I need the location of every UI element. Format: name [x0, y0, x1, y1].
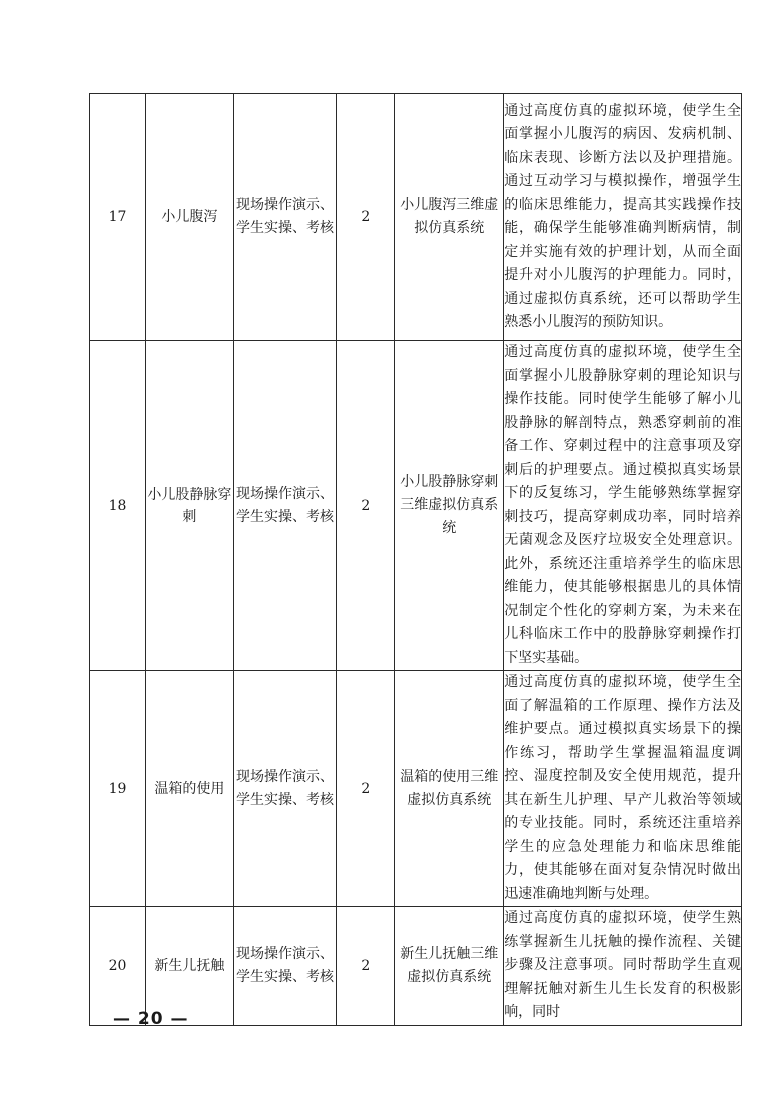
- row-number: 20: [90, 907, 146, 1026]
- row-number: 17: [90, 94, 146, 341]
- course-name: 小儿股静脉穿刺: [146, 341, 234, 671]
- course-name: 温箱的使用: [146, 671, 234, 907]
- class-hours: 2: [337, 907, 395, 1026]
- class-hours: 2: [337, 94, 395, 341]
- table-row: [90, 94, 742, 341]
- teaching-method: 现场操作演示、学生实操、考核: [233, 94, 337, 341]
- table-row: [90, 671, 742, 907]
- teaching-method: 现场操作演示、学生实操、考核: [233, 907, 337, 1026]
- page-number: — 20 —: [113, 1009, 189, 1029]
- course-description: 通过高度仿真的虚拟环境，使学生全面掌握小儿腹泻的病因、发病机制、临床表现、诊断方法以及护理措施。通过互动学习与模拟操作，增强学生的临床思维能力，提高其实践操作技能，确保学生能够准确判断病情，制定并实施有效的护理计划，从而全面提升对小儿腹泻的护理能力。同时，通过虚拟仿真系统，还可以帮助学生熟悉小儿腹泻的预防知识。: [504, 94, 742, 341]
- row-number: 18: [90, 341, 146, 671]
- course-table: [89, 93, 742, 1026]
- course-description: 通过高度仿真的虚拟环境，使学生全面了解温箱的工作原理、操作方法及维护要点。通过模拟真实场景下的操作练习，帮助学生掌握温箱温度调控、湿度控制及安全使用规范，提升其在新生儿护理、早产儿救治等领域的专业技能。同时，系统还注重培养学生的应急处理能力和临床思维能力，使其能够在面对复杂情况时做出迅速准确地判断与处理。: [504, 671, 742, 907]
- class-hours: 2: [337, 341, 395, 671]
- course-name: 小儿腹泻: [146, 94, 234, 341]
- course-description: 通过高度仿真的虚拟环境，使学生熟练掌握新生儿抚触的操作流程、关键步骤及注意事项。同时帮助学生直观理解抚触对新生儿生长发育的积极影响，同时: [504, 907, 742, 1026]
- teaching-method: 现场操作演示、学生实操、考核: [233, 341, 337, 671]
- course-name: 新生儿抚触: [146, 907, 234, 1026]
- table-row: [90, 907, 742, 1026]
- row-number: 19: [90, 671, 146, 907]
- class-hours: 2: [337, 671, 395, 907]
- simulation-system: 新生儿抚触三维虚拟仿真系统: [395, 907, 504, 1026]
- course-description: 通过高度仿真的虚拟环境，使学生全面掌握小儿股静脉穿刺的理论知识与操作技能。同时使学生能够了解小儿股静脉的解剖特点，熟悉穿刺前的准备工作、穿刺过程中的注意事项及穿刺后的护理要点。通过模拟真实场景下的反复练习，学生能够熟练掌握穿刺技巧，提高穿刺成功率，同时培养无菌观念及医疗垃圾安全处理意识。此外，系统还注重培养学生的临床思维能力，使其能够根据患儿的具体情况制定个性化的穿刺方案，为未来在儿科临床工作中的股静脉穿刺操作打下坚实基础。: [504, 341, 742, 671]
- simulation-system: 小儿腹泻三维虚拟仿真系统: [395, 94, 504, 341]
- teaching-method: 现场操作演示、学生实操、考核: [233, 671, 337, 907]
- simulation-system: 小儿股静脉穿刺三维虚拟仿真系统: [395, 341, 504, 671]
- simulation-system: 温箱的使用三维虚拟仿真系统: [395, 671, 504, 907]
- table-row: [90, 341, 742, 671]
